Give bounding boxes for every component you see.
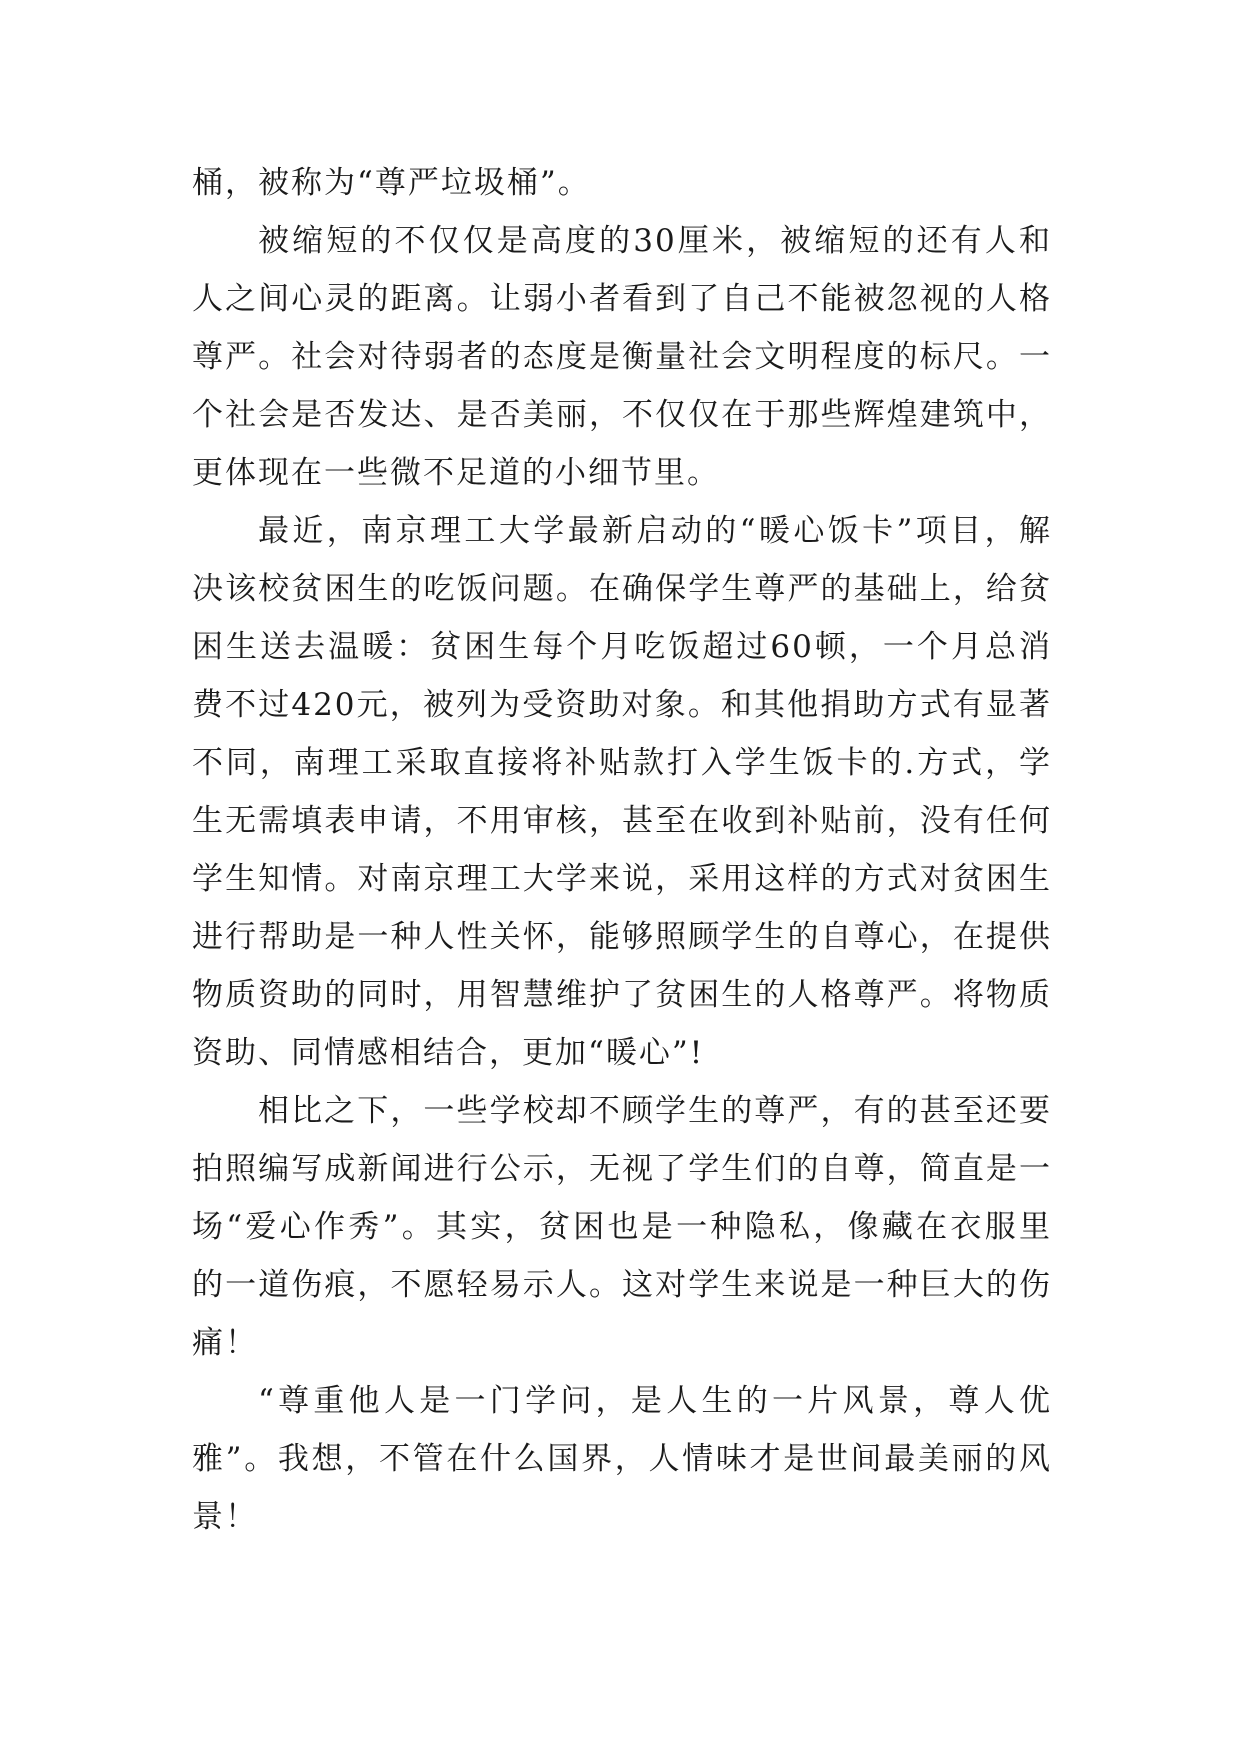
paragraph-1: 桶，被称为“尊严垃圾桶”。 bbox=[192, 165, 591, 201]
document-body bbox=[192, 154, 1052, 1546]
paragraph-5: “尊重他人是一门学问，是人生的一片风景，尊人优雅”。我想，不管在什么国界，人情味才是世间最美丽的风景！ bbox=[192, 1383, 1052, 1535]
paragraph-4: 相比之下，一些学校却不顾学生的尊严，有的甚至还要拍照编写成新闻进行公示，无视了学生们的自尊，简直是一场“爱心作秀”。其实，贫困也是一种隐私，像藏在衣服里的一道伤痕，不愿轻易示人。这对学生来说是一种巨大的伤痛！ bbox=[192, 1093, 1052, 1361]
paragraph-3: 最近，南京理工大学最新启动的“暖心饭卡”项目，解决该校贫困生的吃饭问题。在确保学生尊严的基础上，给贫困生送去温暖：贫困生每个月吃饭超过60顿，一个月总消费不过420元，被列为受资助对象。和其他捐助方式有显著不同，南理工采取直接将补贴款打入学生饭卡的.方式，学生无需填表申请，不用审核，甚至在收到补贴前，没有任何学生知情。对南京理工大学来说，采用这样的方式对贫困生进行帮助是一种人性关怀，能够照顾学生的自尊心，在提供物质资助的同时，用智慧维护了贫困生的人格尊严。将物质资助、同情感相结合，更加“暖心”! bbox=[192, 513, 1052, 1071]
paragraph-2: 被缩短的不仅仅是高度的30厘米，被缩短的还有人和人之间心灵的距离。让弱小者看到了自己不能被忽视的人格尊严。社会对待弱者的态度是衡量社会文明程度的标尺。一个社会是否发达、是否美丽，不仅仅在于那些辉煌建筑中，更体现在一些微不足道的小细节里。 bbox=[192, 223, 1052, 491]
